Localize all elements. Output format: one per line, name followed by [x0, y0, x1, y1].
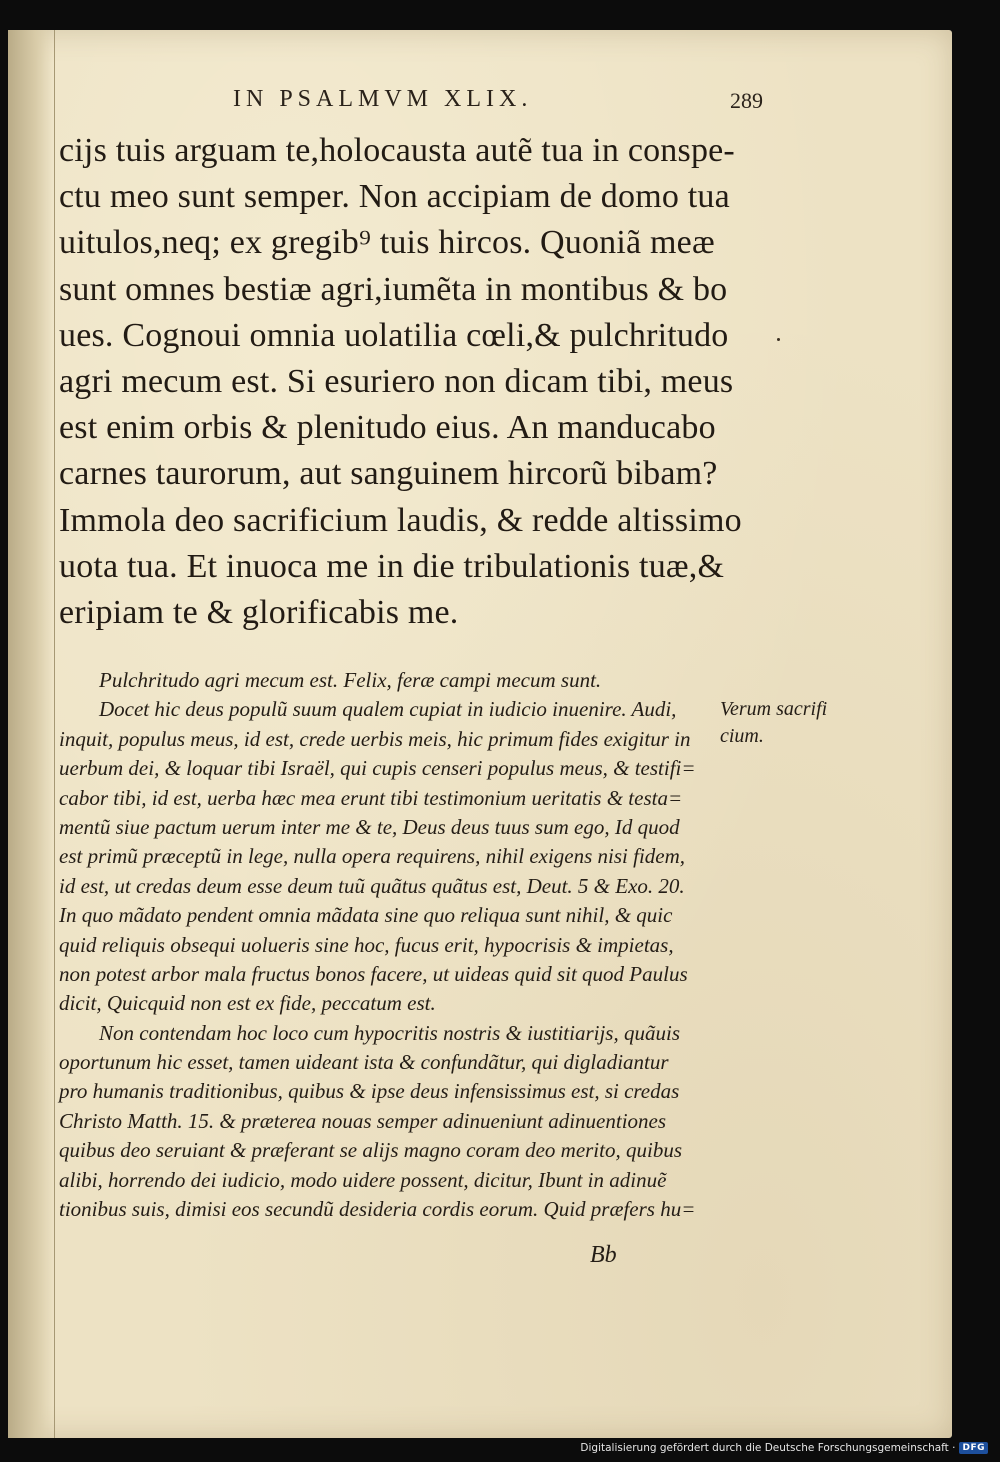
- commentary-line: In quo mãdato pendent omnia mãdata sine quo reliqua sunt nihil, & quic: [59, 903, 673, 928]
- psalm-line: Immola deo sacrificium laudis, & redde altissimo: [59, 501, 742, 539]
- psalm-line: ctu meo sunt semper. Non accipiam de domo tua: [59, 178, 730, 216]
- commentary-line: pro humanis traditionibus, quibus & ipse deus infensissimus est, si credas: [59, 1079, 680, 1104]
- folio-number: 289: [730, 88, 763, 113]
- psalm-line: uota tua. Et inuoca me in die tribulationis tuæ,&: [59, 547, 725, 585]
- commentary-line: mentũ siue pactum uerum inter me & te, Deus deus tuus sum ego, Id quod: [59, 814, 680, 839]
- commentary-line: cabor tibi, id est, uerba hæc mea erunt tibi testimonium ueritatis & testa=: [59, 785, 683, 810]
- commentary-line: Non contendam hoc loco cum hypocritis nostris & iustitiarijs, quãuis: [99, 1020, 680, 1045]
- psalm-line: est enim orbis & plenitudo eius. An manducabo: [59, 409, 716, 447]
- psalm-line: cijs tuis arguam te,holocausta autẽ tua in conspe-: [59, 132, 735, 169]
- psalm-line: eripiam te & glorificabis me.: [59, 593, 459, 631]
- margin-note-line: cium.: [720, 725, 764, 747]
- psalm-line: agri mecum est. Si esuriero non dicam tibi, meus: [59, 362, 734, 400]
- dfg-logo-icon: DFG: [959, 1442, 988, 1454]
- psalm-text-block: [59, 128, 742, 636]
- psalm-line: uitulos,neq; ex gregib⁹ tuis hircos. Quoniã meæ: [59, 224, 715, 262]
- running-head: IN PSALMVM XLIX.: [233, 86, 533, 112]
- commentary-line: dicit, Quicquid non est ex fide, peccatum est.: [59, 991, 436, 1016]
- margin-note: [720, 696, 860, 750]
- commentary-line: Pulchritudo agri mecum est. Felix, feræ campi mecum sunt.: [99, 668, 602, 692]
- commentary-line: quid reliquis obsequi uolueris sine hoc, fucus erit, hypocrisis & impietas,: [59, 932, 674, 957]
- credit-text: Digitalisierung gefördert durch die Deutsche Forschungsgemeinschaft ·: [580, 1442, 956, 1454]
- book-page: [8, 30, 952, 1438]
- signature-mark: Bb: [590, 1242, 617, 1268]
- psalm-line: sunt omnes bestiæ agri,iumẽta in montibus & bo: [59, 270, 728, 308]
- commentary-line: non potest arbor mala fructus bonos facere, ut uideas quid sit quod Paulus: [59, 961, 688, 986]
- commentary-line: id est, ut credas deum esse deum tuũ quãtus quãtus est, Deut. 5 & Exo. 20.: [59, 873, 685, 898]
- commentary-line: Docet hic deus populũ suum qualem cupiat in iudicio inuenire. Audi,: [99, 697, 677, 722]
- commentary-block: [59, 666, 739, 1224]
- binding-gutter: [8, 30, 55, 1438]
- commentary-line: Christo Matth. 15. & præterea nouas semper adinueniunt adinuentiones: [59, 1108, 667, 1133]
- commentary-line: inquit, populus meus, id est, crede uerbis meis, hic primum fides exigitur in: [59, 726, 691, 751]
- digitization-credit: [580, 1442, 988, 1454]
- commentary-line: est primũ præceptũ in lege, nulla opera requirens, nihil exigens nisi fidem,: [59, 844, 686, 869]
- ink-speck: [777, 338, 780, 341]
- psalm-line: ues. Cognoui omnia uolatilia cœli,& pulchritudo: [59, 316, 729, 354]
- psalm-line: carnes taurorum, aut sanguinem hircorũ bibam?: [59, 455, 718, 493]
- commentary-line: oportunum hic esset, tamen uideant ista & confundãtur, qui digladiantur: [59, 1050, 669, 1075]
- commentary-line: alibi, horrendo dei iudicio, modo uidere possent, dicitur, Ibunt in adinuẽ: [59, 1167, 667, 1192]
- commentary-line: quibus deo seruiant & præferant se alijs magno coram deo merito, quibus: [59, 1138, 682, 1163]
- margin-note-line: Verum sacrifi: [720, 698, 828, 720]
- commentary-line: uerbum dei, & loquar tibi Israël, qui cupis censeri populus meus, & testifi=: [59, 756, 696, 781]
- commentary-line: tionibus suis, dimisi eos secundũ desideria cordis eorum. Quid præfers hu=: [59, 1197, 696, 1222]
